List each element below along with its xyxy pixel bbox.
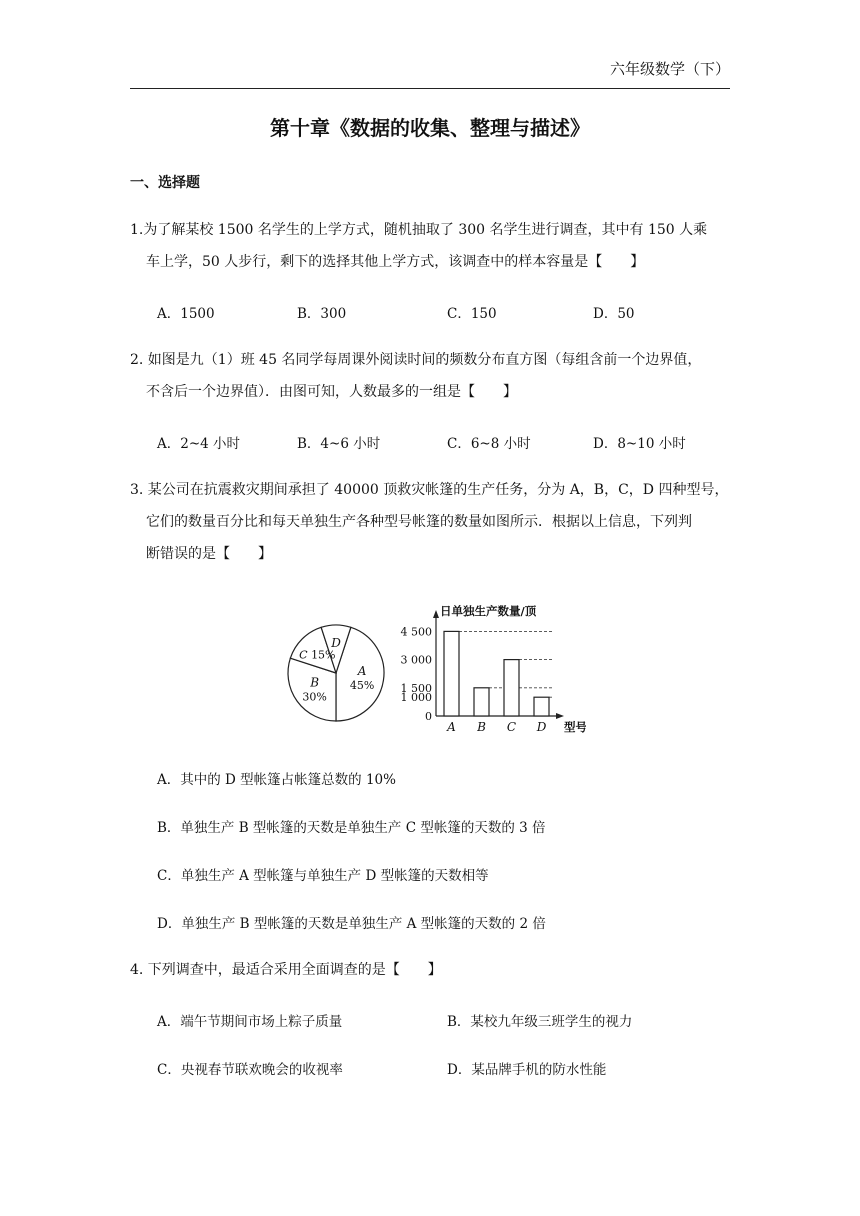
question-3-line-1: 3. 某公司在抗震救灾期间承担了 40000 顶救灾帐篷的生产任务，分为 A，B，C，D 四种型号， [130, 482, 729, 498]
question-3-charts [286, 600, 586, 746]
bar-y-tick-label: 1 000 [400, 691, 432, 705]
question-2-option-c[interactable]: C．6~8 小时 [447, 436, 531, 452]
question-3-figure [286, 600, 586, 746]
question-4-option-c[interactable]: C．央视春节联欢晚会的收视率 [157, 1062, 343, 1078]
bar-category-label: D [536, 720, 547, 734]
pie-slice-letter-b: B [310, 675, 320, 690]
header-grade-subject: 六年级数学（下） [609, 60, 730, 78]
question-3-option-d[interactable]: D．单独生产 B 型帐篷的天数是单独生产 A 型帐篷的天数的 2 倍 [157, 916, 546, 932]
question-2-line-1: 2. 如图是九（1）班 45 名同学每周课外阅读时间的频数分布直方图（每组含前一个边界值， [130, 352, 702, 368]
bar-d [534, 697, 549, 716]
pie-slice-label-c: C 15% [299, 648, 336, 662]
question-2-line-2: 不含后一个边界值）．由图可知，人数最多的一组是【 】 [146, 384, 517, 400]
question-1-option-d[interactable]: D．50 [593, 306, 635, 322]
bar-y-tick-label: 0 [425, 710, 432, 723]
bar-chart [401, 604, 587, 734]
bar-b [474, 688, 489, 716]
question-4-option-d[interactable]: D．某品牌手机的防水性能 [447, 1062, 607, 1078]
question-1-option-b[interactable]: B．300 [297, 306, 347, 322]
question-3-line-2: 它们的数量百分比和每天单独生产各种型号帐篷的数量如图所示．根据以上信息，下列判 [146, 514, 692, 530]
question-4-line-1: 4. 下列调查中，最适合采用全面调查的是【 】 [130, 962, 442, 978]
pie-slice-percent-a: 45% [349, 679, 375, 693]
bar-x-axis-label: 型号 [564, 720, 586, 734]
question-2-option-a[interactable]: A．2~4 小时 [157, 436, 241, 452]
question-3 [130, 474, 735, 570]
question-4 [130, 954, 735, 986]
question-3-option-a[interactable]: A．其中的 D 型帐篷占帐篷总数的 10% [157, 772, 396, 788]
bar-y-tick-label: 4 500 [400, 625, 432, 639]
bar-y-tick-label: 3 000 [400, 653, 432, 667]
pie-slice-letter-a: A [357, 664, 367, 679]
question-2-option-d[interactable]: D．8~10 小时 [593, 436, 686, 452]
section-heading: 一、选择题 [130, 175, 200, 191]
question-1-option-a[interactable]: A．1500 [157, 306, 215, 322]
question-3-option-b[interactable]: B．单独生产 B 型帐篷的天数是单独生产 C 型帐篷的天数的 3 倍 [157, 820, 546, 836]
question-2 [130, 344, 735, 408]
question-3-option-c[interactable]: C．单独生产 A 型帐篷与单独生产 D 型帐篷的天数相等 [157, 868, 489, 884]
bar-category-label: A [447, 720, 456, 734]
bar-c [504, 660, 519, 716]
page-title: 第十章《数据的收集、整理与描述》 [270, 116, 590, 140]
question-1 [130, 214, 735, 278]
header-divider [130, 88, 730, 89]
pie-slice-letter-d: D [331, 636, 341, 651]
question-4-option-a[interactable]: A．端午节期间市场上粽子质量 [157, 1014, 343, 1030]
bar-y-tick-label: 1 500 [400, 681, 432, 695]
pie-slice-percent-b: 30% [302, 690, 327, 704]
pie-chart [288, 625, 384, 721]
bar-y-axis-label: 日单独生产数量/顶 [440, 604, 537, 618]
bar-category-label: C [506, 720, 517, 734]
bar-category-label: B [477, 720, 486, 734]
question-3-line-3: 断错误的是【 】 [146, 546, 272, 562]
question-4-option-b[interactable]: B．某校九年级三班学生的视力 [447, 1014, 633, 1030]
bar-x-axis-arrow [556, 713, 564, 719]
bar-a [444, 631, 459, 716]
question-1-option-c[interactable]: C．150 [447, 306, 497, 322]
question-1-line-2: 车上学，50 人步行，剩下的选择其他上学方式，该调查中的样本容量是【 】 [146, 254, 645, 270]
bar-y-axis-arrow [433, 610, 439, 618]
question-2-option-b[interactable]: B．4~6 小时 [297, 436, 381, 452]
question-1-line-1: 1.为了解某校 1500 名学生的上学方式，随机抽取了 300 名学生进行调查，其中有 150 人乘 [130, 222, 708, 238]
